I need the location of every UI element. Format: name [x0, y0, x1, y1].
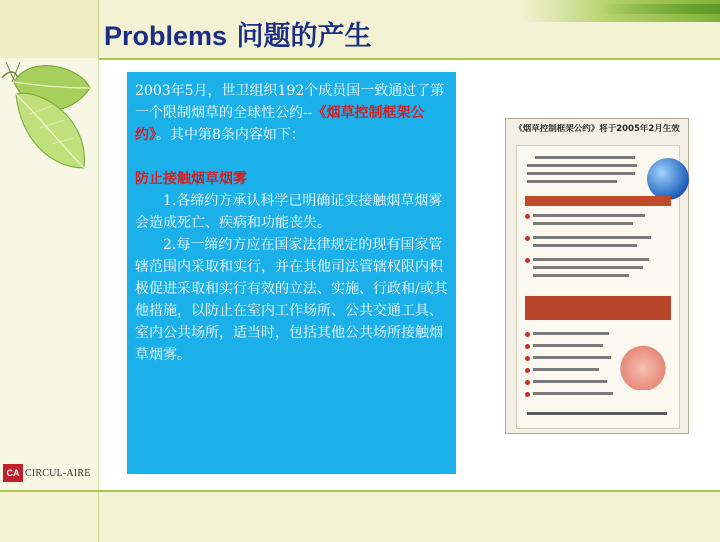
- poster-body: [516, 145, 680, 429]
- poster-bullet: [525, 214, 530, 219]
- poster-text-line: [533, 368, 599, 371]
- poster-text-line: [533, 258, 649, 261]
- poster-section-band: [525, 296, 671, 320]
- poster-text-line: [533, 222, 633, 225]
- poster-bullet: [525, 236, 530, 241]
- poster-illustration: [617, 342, 669, 390]
- point-2: 2.每一缔约方应在国家法律规定的现有国家管辖范围内采取和实行，并在其他司法管辖权限内积极促进采取和实行有效的立法、实施、行政和/或其他措施，以防止在室内工作场所、公共交通工具、室内公共场所，适当时，包括其他公共场所接触烟草烟雾。: [135, 237, 448, 363]
- section-title: 防止接触烟草烟雾: [135, 171, 247, 187]
- slide-title: [104, 14, 371, 53]
- header-green-accent-2: [600, 4, 720, 14]
- poster-text-line: [533, 214, 645, 217]
- poster-text-line: [533, 344, 603, 347]
- poster-text-line: [527, 172, 635, 175]
- poster-image: [505, 118, 689, 434]
- slide-title-chinese: 问题的产生: [236, 21, 372, 52]
- poster-bullet: [525, 356, 530, 361]
- poster-text-line: [533, 392, 613, 395]
- poster-bullet: [525, 380, 530, 385]
- poster-text-line: [527, 180, 617, 183]
- logo-text: CIRCUL-AIRE: [25, 467, 91, 479]
- poster-bullet: [525, 332, 530, 337]
- intro-text-end: 。其中第8条内容如下：: [156, 127, 305, 143]
- poster-bullet: [525, 258, 530, 263]
- poster-text-line: [533, 380, 607, 383]
- logo-mark: CA: [3, 464, 23, 482]
- poster-text-line: [533, 244, 637, 247]
- intro-text: 2003年5月，世卫组织192个成员国一致通过了第一个限制烟草的全球性公约--: [135, 83, 445, 121]
- footer-band: [0, 490, 720, 542]
- slide-title-latin: Problems: [104, 21, 228, 51]
- footer-divider: [98, 492, 99, 542]
- poster-text-line: [533, 266, 643, 269]
- poster-title: 《烟草控制框架公约》将于2005年2月生效: [514, 124, 680, 134]
- poster-text-line: [533, 236, 651, 239]
- poster-text-line: [535, 156, 635, 159]
- content-box: [127, 72, 456, 474]
- company-logo: [3, 462, 95, 484]
- poster-text-line: [533, 356, 611, 359]
- poster-section-band: [525, 196, 671, 206]
- poster-bullet: [525, 344, 530, 349]
- poster-bullet: [525, 368, 530, 373]
- poster-text-line: [527, 164, 637, 167]
- point-1: 1.各缔约方承认科学已明确证实接触烟草烟雾会造成死亡、疾病和功能丧失。: [135, 193, 443, 231]
- poster-bullet: [525, 392, 530, 397]
- header-left-block: [0, 0, 99, 58]
- poster-text-line: [533, 274, 629, 277]
- leaf-icon: [0, 58, 98, 198]
- globe-icon: [647, 158, 689, 200]
- spacer: [135, 146, 448, 168]
- poster-text-line: [527, 412, 667, 415]
- intro-paragraph: [135, 80, 448, 146]
- poster-text-line: [533, 332, 609, 335]
- convention-name: 《烟草控制框架公约》: [135, 105, 425, 143]
